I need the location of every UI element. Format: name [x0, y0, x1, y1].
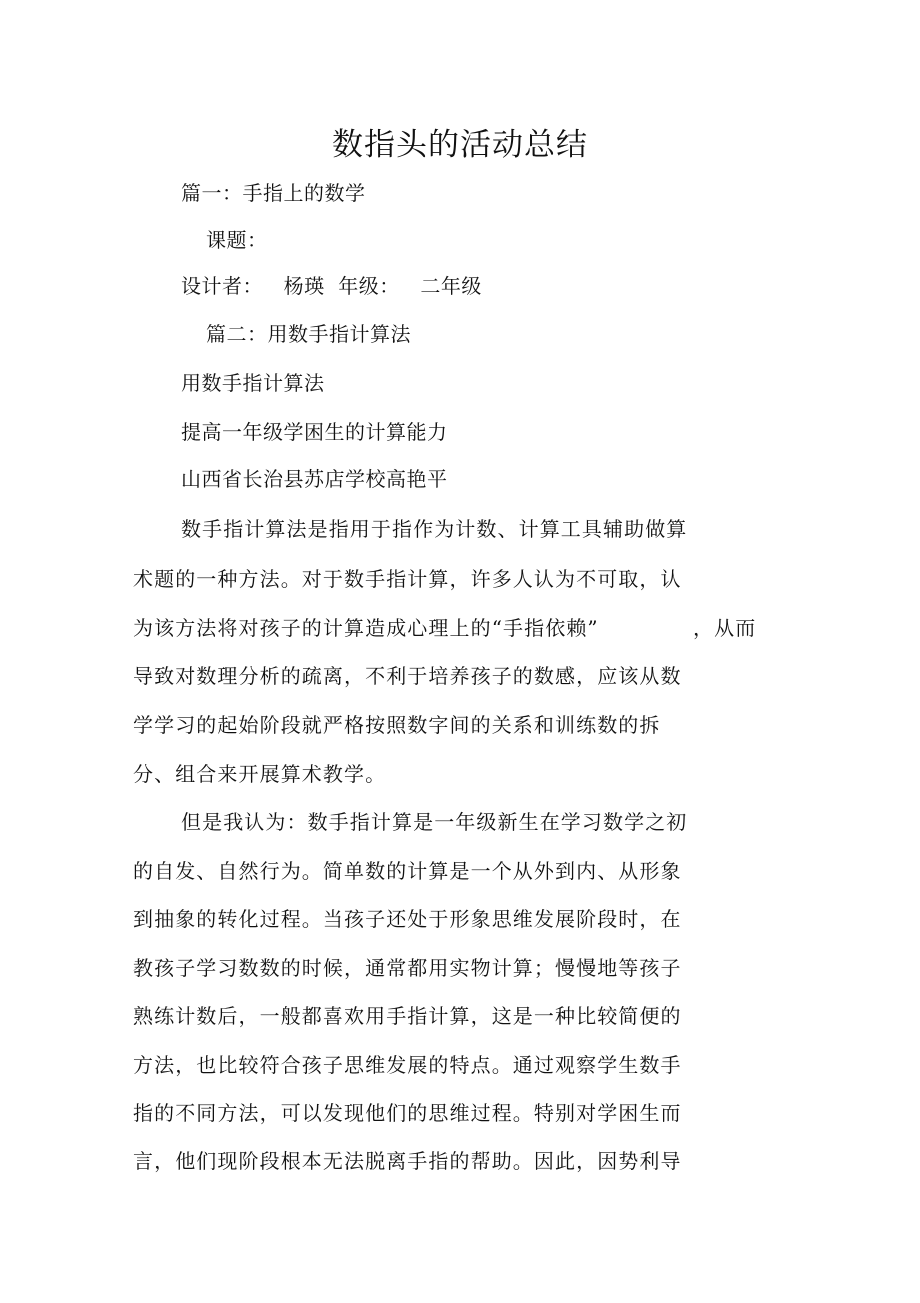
paragraph-1-line-6: 分、组合来开展算术教学。 — [133, 762, 387, 786]
paragraph-2-line-5: 熟练计数后，一般都喜欢用手指计算，这是一种比较简便的 — [133, 1004, 682, 1028]
paragraph-2-line-7: 指的不同方法，可以发现他们的思维过程。特别对学困生而 — [133, 1101, 682, 1125]
paragraph-1-line-1: 数手指计算法是指用于指作为计数、计算工具辅助做算 — [181, 517, 688, 541]
document-title: 数指头的活动总结 — [332, 127, 588, 163]
paragraph-1-line-5: 学学习的起始阶段就严格按照数字间的关系和训练数的拆 — [133, 713, 661, 737]
subtitle-method: 用数手指计算法 — [181, 371, 325, 395]
heading-part-two: 篇二：用数手指计算法 — [206, 322, 411, 346]
paragraph-2-line-6: 方法，也比较符合孩子思维发展的特点。通过观察学生数手 — [133, 1053, 682, 1077]
designer-grade-line: 设计者： 杨瑛 年级： 二年级 — [181, 274, 482, 298]
heading-part-one: 篇一：手指上的数学 — [181, 181, 366, 205]
paragraph-2-line-8: 言，他们现阶段根本无法脱离手指的帮助。因此，因势利导 — [133, 1149, 682, 1173]
paragraph-1-line-2: 术题的一种方法。对于数手指计算，许多人认为不可取，认 — [133, 567, 682, 591]
paragraph-1-line-4: 导致对数理分析的疏离，不利于培养孩子的数感，应该从数 — [133, 664, 682, 688]
paragraph-2-line-1: 但是我认为：数手指计算是一年级新生在学习数学之初 — [181, 810, 688, 834]
author-school: 山西省长治县苏店学校高艳平 — [181, 467, 448, 491]
subtitle-goal: 提高一年级学困生的计算能力 — [181, 420, 448, 444]
paragraph-1-line-3: 为该方法将对孩子的计算造成心理上的“手指依赖” — [133, 616, 599, 640]
paragraph-2-line-3: 到抽象的转化过程。当孩子还处于形象思维发展阶段时，在 — [133, 907, 682, 931]
lesson-topic-label: 课题： — [206, 228, 268, 252]
paragraph-2-line-2: 的自发、自然行为。简单数的计算是一个从外到内、从形象 — [133, 859, 682, 883]
paragraph-1-line-3-tail: ，从而 — [693, 616, 757, 640]
paragraph-2-line-4: 教孩子学习数数的时候，通常都用实物计算；慢慢地等孩子 — [133, 956, 682, 980]
